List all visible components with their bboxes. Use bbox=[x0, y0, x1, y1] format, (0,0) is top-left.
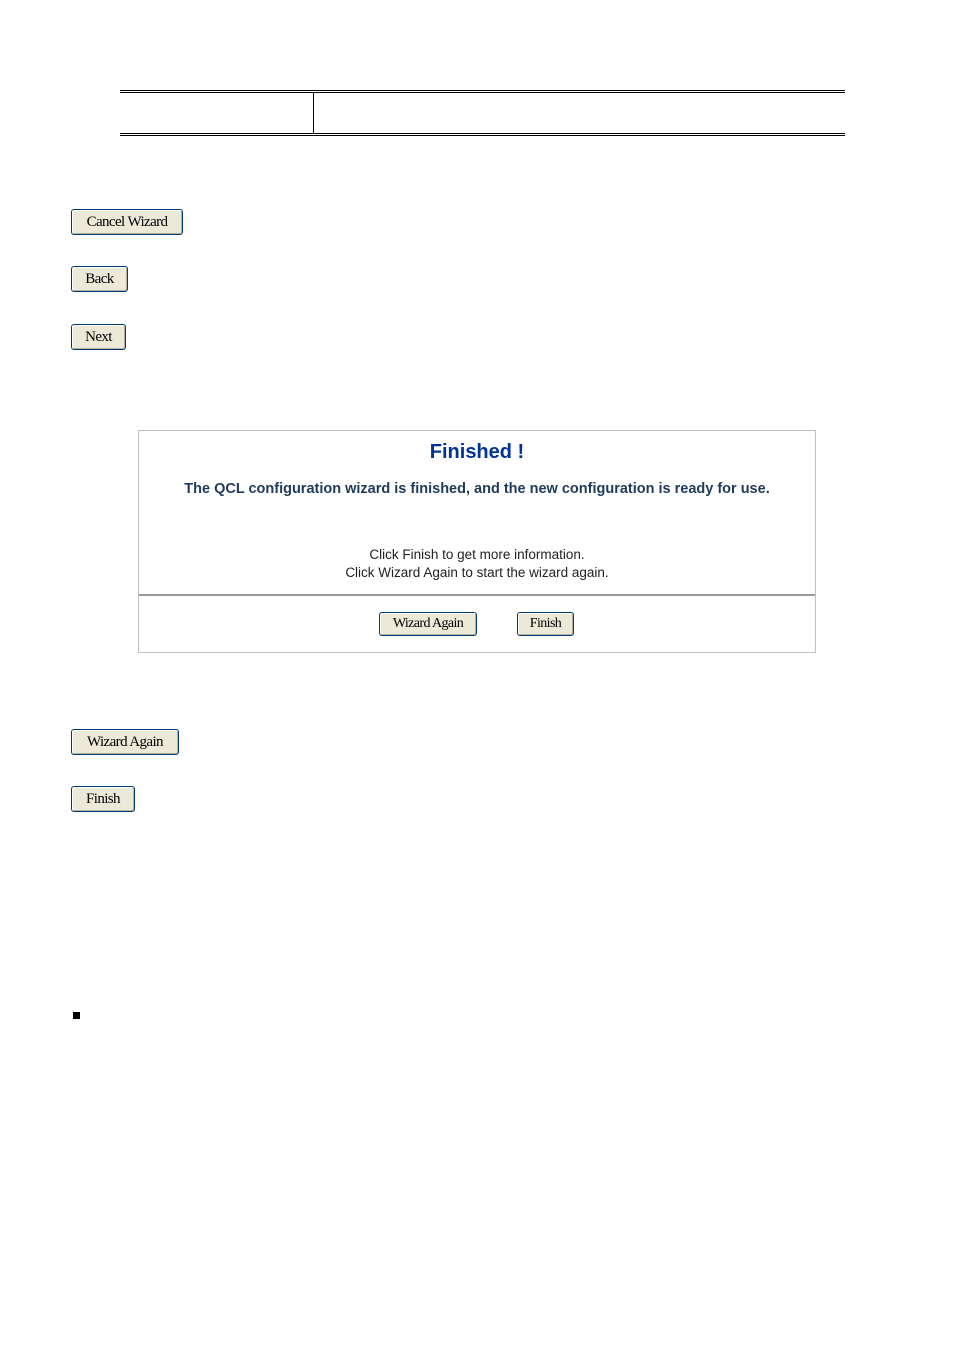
panel-info-finish: Click Finish to get more information. bbox=[369, 547, 585, 562]
top-table bbox=[120, 90, 845, 136]
next-button[interactable]: Next bbox=[71, 324, 126, 350]
panel-message: The QCL configuration wizard is finished, and the new configuration is ready for use. bbox=[184, 481, 770, 497]
wizard-finished-panel bbox=[138, 430, 816, 653]
panel-info-wizard-again: Click Wizard Again to start the wizard again. bbox=[345, 565, 609, 580]
panel-separator bbox=[139, 594, 815, 596]
cancel-wizard-button[interactable]: Cancel Wizard bbox=[71, 209, 183, 235]
panel-wizard-again-button[interactable]: Wizard Again bbox=[379, 612, 477, 636]
panel-finish-button[interactable]: Finish bbox=[517, 612, 574, 636]
finish-button[interactable]: Finish bbox=[71, 786, 135, 812]
panel-title: Finished ! bbox=[429, 441, 525, 463]
bullet-square-icon bbox=[73, 1012, 80, 1019]
wizard-again-button[interactable]: Wizard Again bbox=[71, 729, 179, 755]
table-column-divider bbox=[313, 93, 314, 133]
back-button[interactable]: Back bbox=[71, 266, 128, 292]
